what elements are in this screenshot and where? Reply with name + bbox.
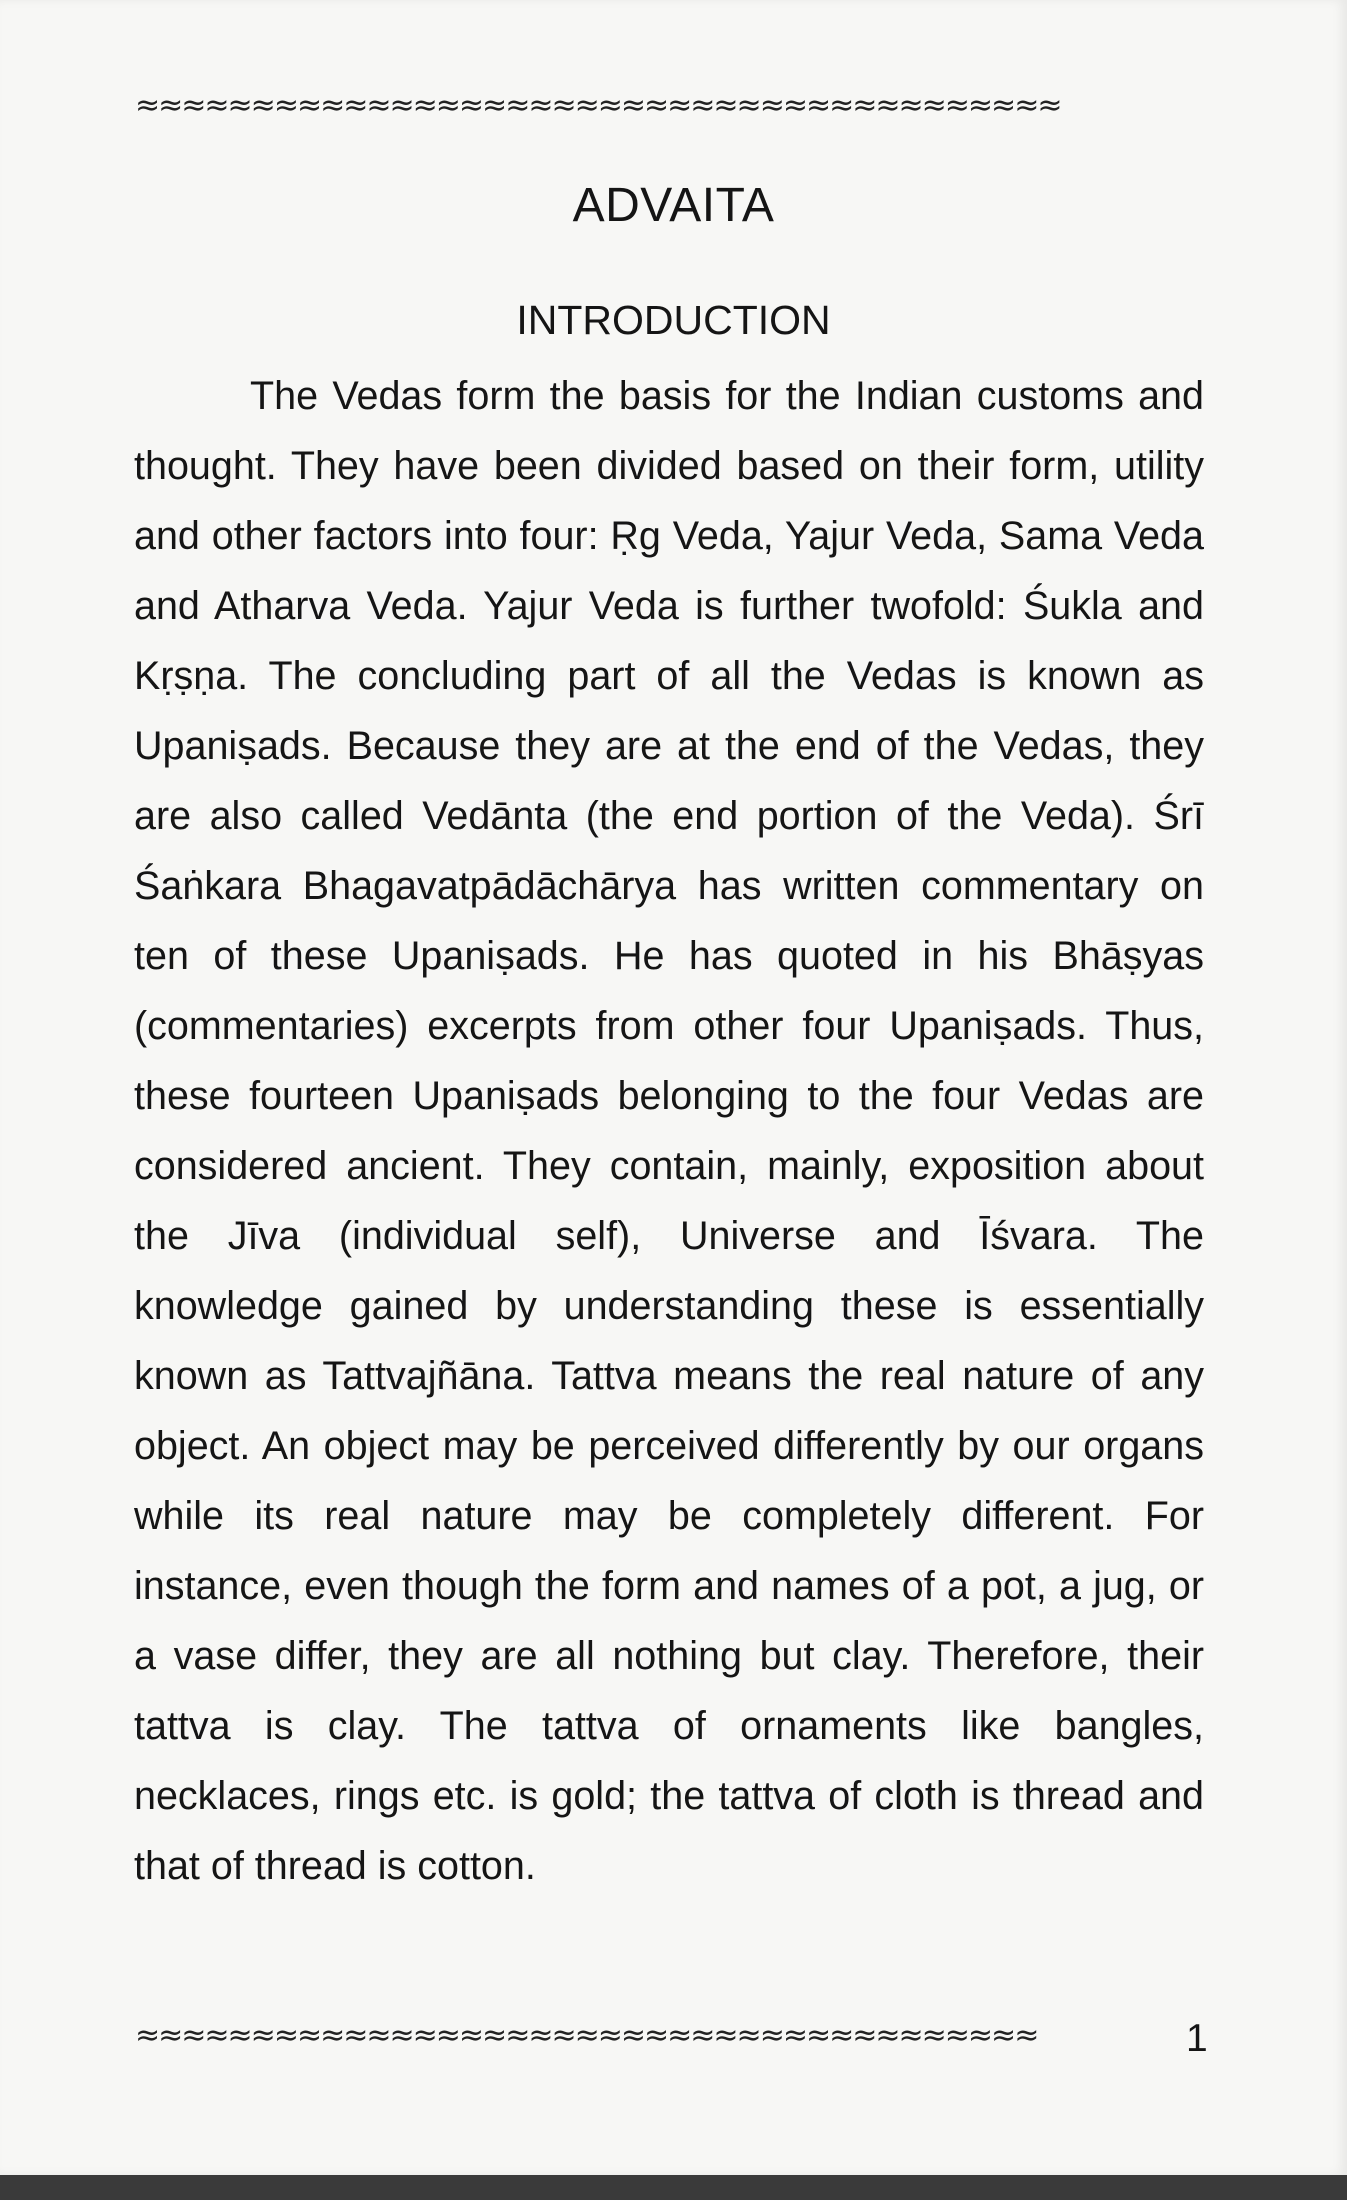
section-title: INTRODUCTION [516, 297, 831, 343]
page-number: 1 [1186, 2017, 1208, 2060]
bottom-ornament-rule: ≈≈≈≈≈≈≈≈≈≈≈≈≈≈≈≈≈≈≈≈≈≈≈≈≈≈≈≈≈≈≈≈≈≈≈≈≈≈≈ [135, 2022, 1038, 2050]
top-ornament-rule: ≈≈≈≈≈≈≈≈≈≈≈≈≈≈≈≈≈≈≈≈≈≈≈≈≈≈≈≈≈≈≈≈≈≈≈≈≈≈≈≈ [135, 92, 1061, 120]
body-paragraph: The Vedas form the basis for the Indian customs and thought. They have been divided based on their form, utility and other factors into four: Ṛg Veda, Yajur Veda, Sama Veda and Atharva Veda. Yajur Veda is further twofold: Śukla and Kṛṣṇa. The concluding part of all the Vedas is known as Upaniṣads. Because they are at the end of the Vedas, they are also called Vedānta (the end portion of the Veda). Śrī Śaṅkara Bhagavatpādāchārya has written commentary on ten of these Upaniṣads. He has quoted in his Bhāṣyas (commentaries) excerpts from other four Upaniṣads. Thus, these fourteen Upaniṣads belonging to the four Vedas are considered ancient. They contain, mainly, exposition about the Jīva (individual self), Universe and Īśvara. The knowledge gained by understanding these is essentially known as Tattvajñāna. Tattva means the real nature of any object. An object may be perceived differently by our organs while its real nature may be completely different. For instance, even though the form and names of a pot, a jug, or a vase differ, they are all nothing but clay. Therefore, their tattva is clay. The tattva of ornaments like bangles, necklaces, rings etc. is gold; the tattva of cloth is thread and that of thread is cotton. [134, 374, 1204, 1888]
chapter-title: ADVAITA [572, 179, 775, 232]
